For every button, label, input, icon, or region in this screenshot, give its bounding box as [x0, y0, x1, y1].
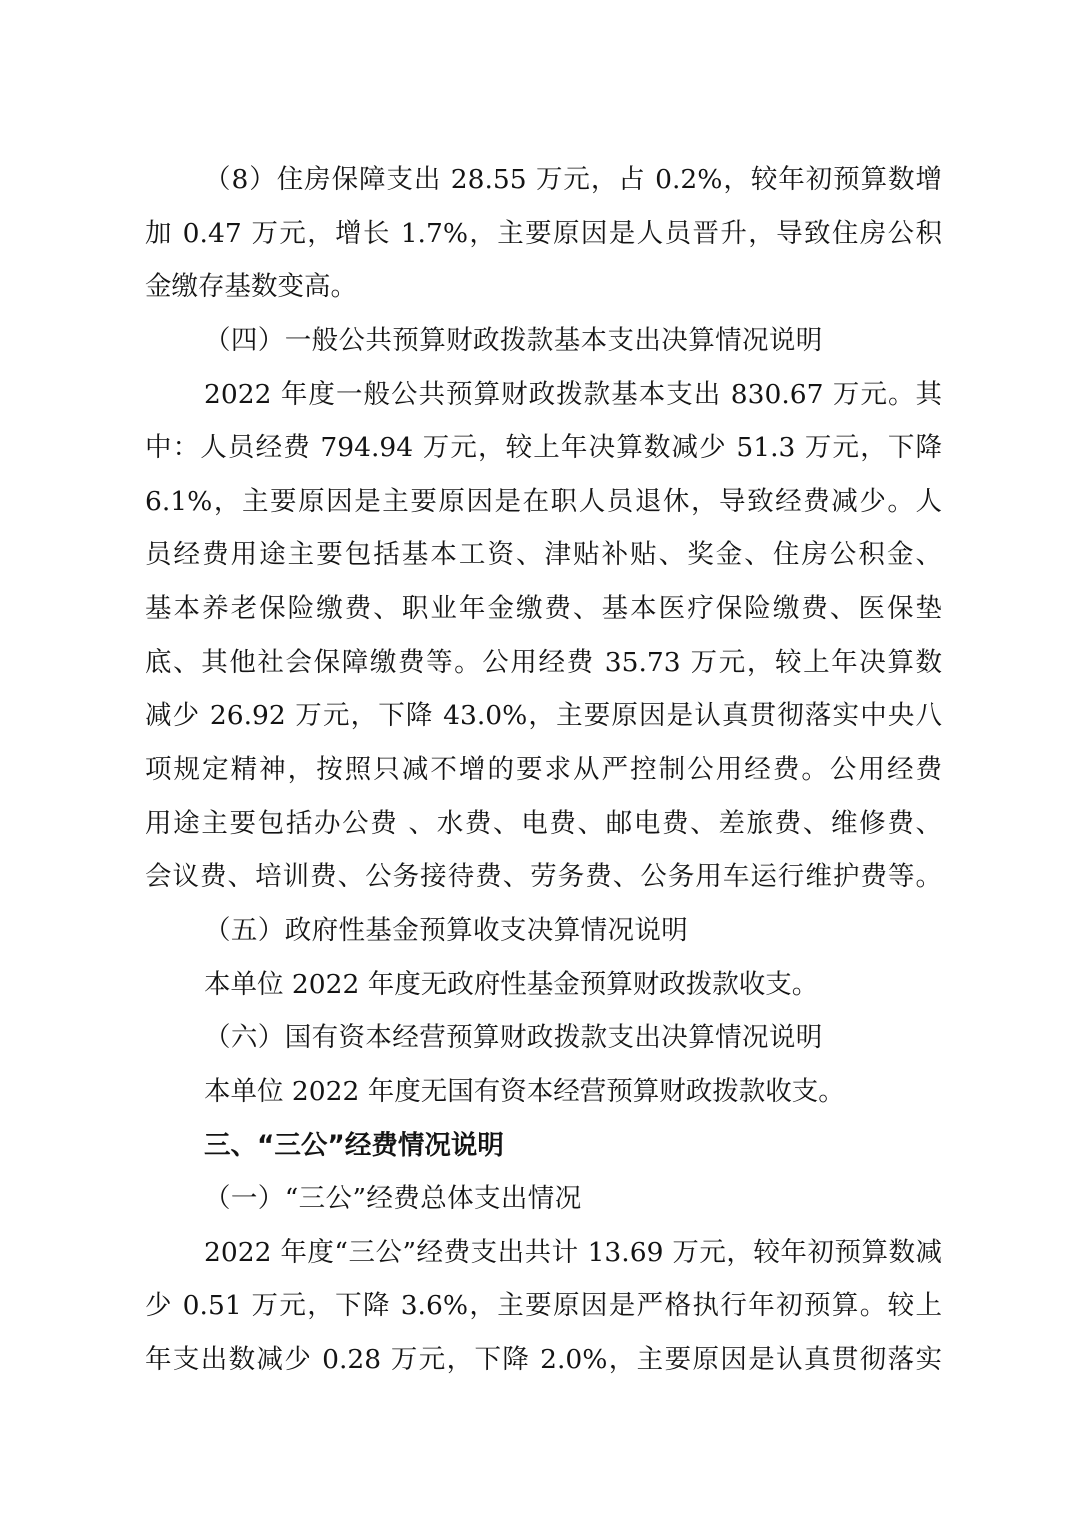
paragraph-state-capital: [145, 1065, 942, 1119]
section-3-title: 三、“三公”经费情况说明: [204, 1129, 504, 1161]
paragraph-line: 基本养老保险缴费、职业年金缴费、基本医疗保险缴费、医保垫: [145, 593, 942, 625]
document-body: [145, 153, 942, 1387]
paragraph-line: 用途主要包括办公费 、水费、电费、邮电费、差旅费、维修费、: [145, 807, 942, 839]
paragraph-line: 2022 年度“三公”经费支出共计 13.69 万元，较年初预算数减: [204, 1236, 942, 1268]
subheading-3-1: （一）“三公”经费总体支出情况: [204, 1183, 582, 1215]
paragraph-line: （8）住房保障支出 28.55 万元，占 0.2%，较年初预算数增: [204, 164, 942, 195]
paragraph-housing-expenditure: [145, 153, 942, 314]
paragraph-line: 6.1%，主要原因是主要原因是在职人员退休，导致经费减少。人: [145, 485, 942, 517]
subheading-4: （四）一般公共预算财政拨款基本支出决算情况说明: [204, 324, 823, 356]
paragraph-basic-expenditure: [145, 368, 942, 904]
paragraph-government-fund: [145, 958, 942, 1012]
paragraph-line: 中：人员经费 794.94 万元，较上年决算数减少 51.3 万元，下降: [145, 432, 942, 464]
paragraph-line: 年支出数减少 0.28 万元，下降 2.0%，主要原因是认真贯彻落实: [145, 1344, 942, 1376]
subheading-5: （五）政府性基金预算收支决算情况说明: [204, 914, 689, 946]
paragraph-three-public-total: [145, 1226, 942, 1387]
subheading-6: （六）国有资本经营预算财政拨款支出决算情况说明: [204, 1022, 823, 1054]
paragraph-line: 员经费用途主要包括基本工资、津贴补贴、奖金、住房公积金、: [145, 539, 942, 571]
paragraph-line: 少 0.51 万元，下降 3.6%，主要原因是严格执行年初预算。较上: [145, 1290, 942, 1322]
paragraph-line: 项规定精神，按照只减不增的要求从严控制公用经费。公用经费: [145, 754, 942, 786]
paragraph-line: 本单位 2022 年度无国有资本经营预算财政拨款收支。: [204, 1075, 845, 1107]
paragraph-line: 会议费、培训费、公务接待费、劳务费、公务用车运行维护费等。: [145, 861, 942, 893]
paragraph-line: 减少 26.92 万元，下降 43.0%，主要原因是认真贯彻落实中央八: [145, 700, 942, 732]
paragraph-line: 加 0.47 万元，增长 1.7%，主要原因是人员晋升，导致住房公积: [145, 217, 942, 249]
paragraph-line: 金缴存基数变高。: [145, 271, 357, 303]
paragraph-line: 2022 年度一般公共预算财政拨款基本支出 830.67 万元。其: [204, 378, 942, 410]
paragraph-line: 底、其他社会保障缴费等。公用经费 35.73 万元，较上年决算数: [145, 646, 942, 678]
paragraph-line: 本单位 2022 年度无政府性基金预算财政拨款收支。: [204, 968, 819, 1000]
